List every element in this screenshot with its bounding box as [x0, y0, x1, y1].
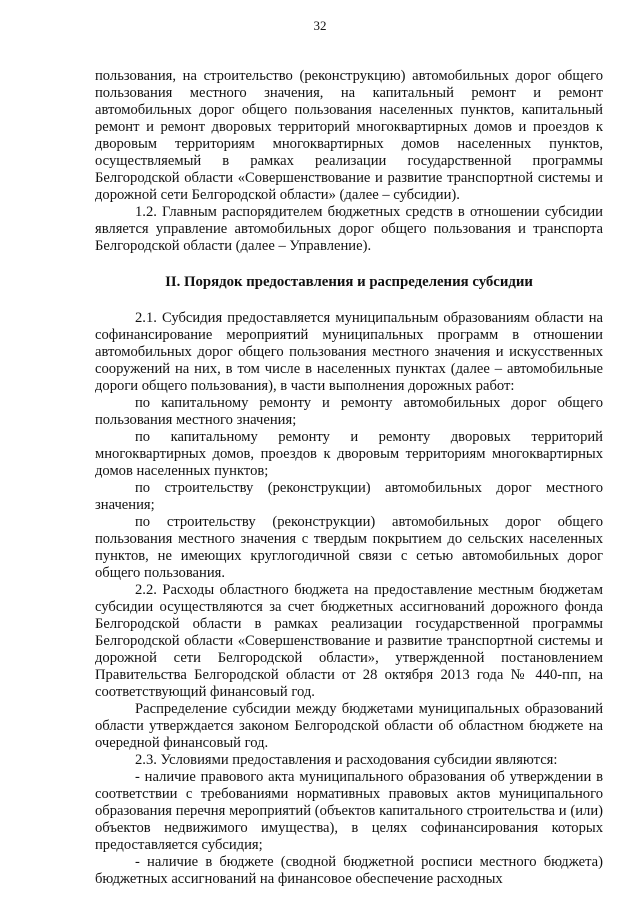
- paragraph: 2.2. Расходы областного бюджета на предоставление местным бюджетам субсидии осуществляются за счет бюджетных ассигнований дорожного фонда Белгородской области в рамках реализации государственной программы Белгородской области «Совершенствование и развитие транспортной системы и дорожной сети Белгородской области», утвержденной постановлением Правительства Белгородской области от 28 октября 2013 года № 440-пп, на соответствующий финансовый год.: [95, 582, 603, 700]
- paragraph: - наличие в бюджете (сводной бюджетной росписи местного бюджета) бюджетных ассигнований на финансовое обеспечение расходных: [95, 854, 603, 887]
- section-heading: II. Порядок предоставления и распределения субсидии: [165, 274, 533, 290]
- paragraph: 2.3. Условиями предоставления и расходования субсидии являются:: [135, 752, 558, 768]
- document-body: [95, 68, 603, 888]
- paragraph: по строительству (реконструкции) автомобильных дорог местного значения;: [95, 480, 603, 513]
- paragraphs-before: [95, 68, 603, 255]
- paragraph: 1.2. Главным распорядителем бюджетных средств в отношении субсидии является управление автомобильных дорог общего пользования и транспорта Белгородской области (далее – Управление).: [95, 204, 603, 254]
- paragraph: по капитальному ремонту и ремонту дворовых территорий многоквартирных домов, проездов к дворовым территориям многоквартирных домов населенных пунктов;: [95, 429, 603, 479]
- paragraph: по строительству (реконструкции) автомобильных дорог общего пользования местного значения с твердым покрытием до сельских населенных пунктов, не имеющих круглогодичной связи с сетью автомобильных дорог общего пользования.: [95, 514, 603, 581]
- paragraph: 2.1. Субсидия предоставляется муниципальным образованиям области на софинансирование мероприятий муниципальных программ в отношении автомобильных дорог общего пользования местного значения и искусственных сооружений на них, в том числе в населенных пунктах (далее – автомобильные дороги общего пользования), в части выполнения дорожных работ:: [95, 310, 603, 394]
- paragraph: Распределение субсидии между бюджетами муниципальных образований области утверждается законом Белгородской области об областном бюджете на очередной финансовый год.: [95, 701, 603, 751]
- page-number: 32: [313, 18, 327, 33]
- paragraph: пользования, на строительство (реконструкцию) автомобильных дорог общего пользования местного значения, на капитальный ремонт и ремонт автомобильных дорог общего пользования населенных пунктов, капитальный ремонт и ремонт дворовых территорий многоквартирных домов и проездов к дворовым территориям многоквартирных домов населенных пунктов, осуществляемый в рамках реализации государственной программы Белгородской области «Совершенствование и развитие транспортной системы и дорожной сети Белгородской области» (далее – субсидии).: [95, 68, 603, 203]
- paragraph: по капитальному ремонту и ремонту автомобильных дорог общего пользования местного значения;: [95, 395, 603, 428]
- paragraph: - наличие правового акта муниципального образования об утверждении в соответствии с требованиями нормативных правовых актов муниципального образования перечня мероприятий (объектов капитального строительства и (или) объектов недвижимого имущества), в целях софинансирования которых предоставляется субсидия;: [95, 769, 603, 853]
- paragraphs-after: [95, 310, 603, 888]
